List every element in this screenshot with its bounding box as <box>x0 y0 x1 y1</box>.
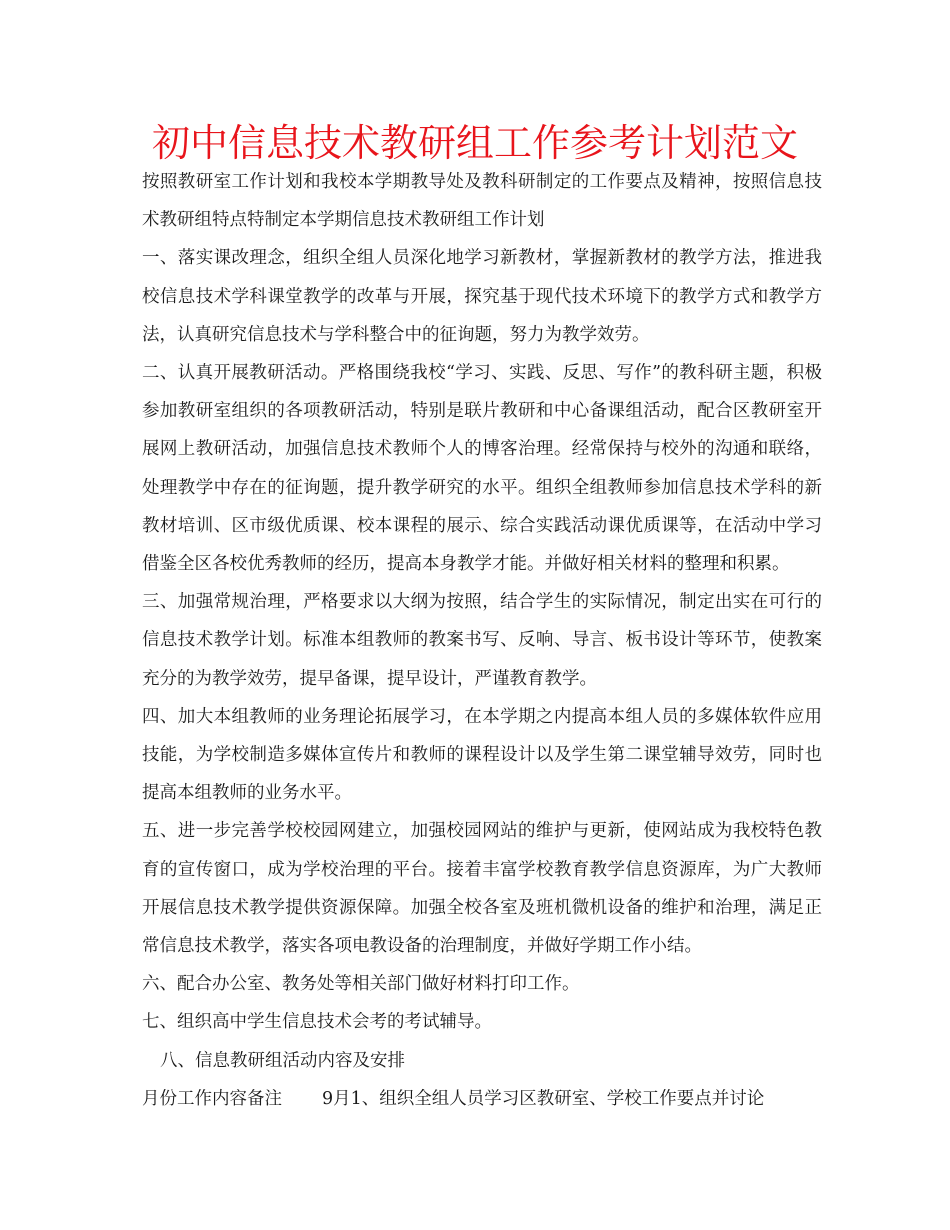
schedule-table-row <box>142 1080 822 1118</box>
schedule-table-header: 月份工作内容备注 <box>142 1088 282 1109</box>
intro-paragraph: 按照教研室工作计划和我校本学期教导处及教科研制定的工作要点及精神，按照信息技术教研组特点特制定本学期信息技术教研组工作计划 <box>142 172 822 231</box>
section-1-paragraph: 一、落实课改理念，组织全组人员深化地学习新教材，掌握新教材的教学方法，推进我校信息技术学科课堂教学的改革与开展，探究基于现代技术环境下的教学方式和教学方法，认真研究信息技术与学科整合中的征询题，努力为教学效劳。 <box>142 248 822 345</box>
schedule-first-entry: 9月1、组织全组人员学习区教研室、学校工作要点并讨论 <box>322 1088 765 1109</box>
section-5-paragraph: 五、进一步完善学校校园网建立，加强校园网站的维护与更新，使网站成为我校特色教育的宣传窗口，成为学校治理的平台。接着丰富学校教育教学信息资源库，为广大教师开展信息技术教学提供资源保障。加强全校各室及班机微机设备的维护和治理，满足正常信息技术教学，落实各项电教设备的治理制度，并做好学期工作小结。 <box>142 821 822 957</box>
section-8-heading: 八、信息教研组活动内容及安排 <box>160 1050 405 1071</box>
section-4-paragraph: 四、加大本组教师的业务理论拓展学习，在本学期之内提高本组人员的多媒体软件应用技能，为学校制造多媒体宣传片和教师的课程设计以及学生第二课堂辅导效劳，同时也提高本组教师的业务水平。 <box>142 706 822 804</box>
document-body <box>142 163 822 1118</box>
section-2-paragraph: 二、认真开展教研活动。严格围绕我校“学习、实践、反思、写作”的教科研主题，积极参加教研室组织的各项教研活动，特别是联片教研和中心备课组活动，配合区教研室开展网上教研活动，加强信息技术教师个人的博客治理。经常保持与校外的沟通和联络，处理教学中存在的征询题，提升教学研究的水平。组织全组教师参加信息技术学科的新教材培训、区市级优质课、校本课程的展示、综合实践活动课优质课等，在活动中学习借鉴全区各校优秀教师的经历，提高本身教学才能。并做好相关材料的整理和积累。 <box>142 363 822 575</box>
section-7-paragraph: 七、组织高中学生信息技术会考的考试辅导。 <box>142 1012 492 1033</box>
section-6-paragraph: 六、配合办公室、教务处等相关部门做好材料打印工作。 <box>142 974 580 995</box>
section-3-paragraph: 三、加强常规治理，严格要求以大纲为按照，结合学生的实际情况，制定出实在可行的信息技术教学计划。标准本组教师的教案书写、反响、导言、板书设计等环节，使教案充分的为教学效劳，提早备课，提早设计，严谨教育教学。 <box>142 592 822 689</box>
document-title: 初中信息技术教研组工作参考计划范文 <box>151 121 798 165</box>
